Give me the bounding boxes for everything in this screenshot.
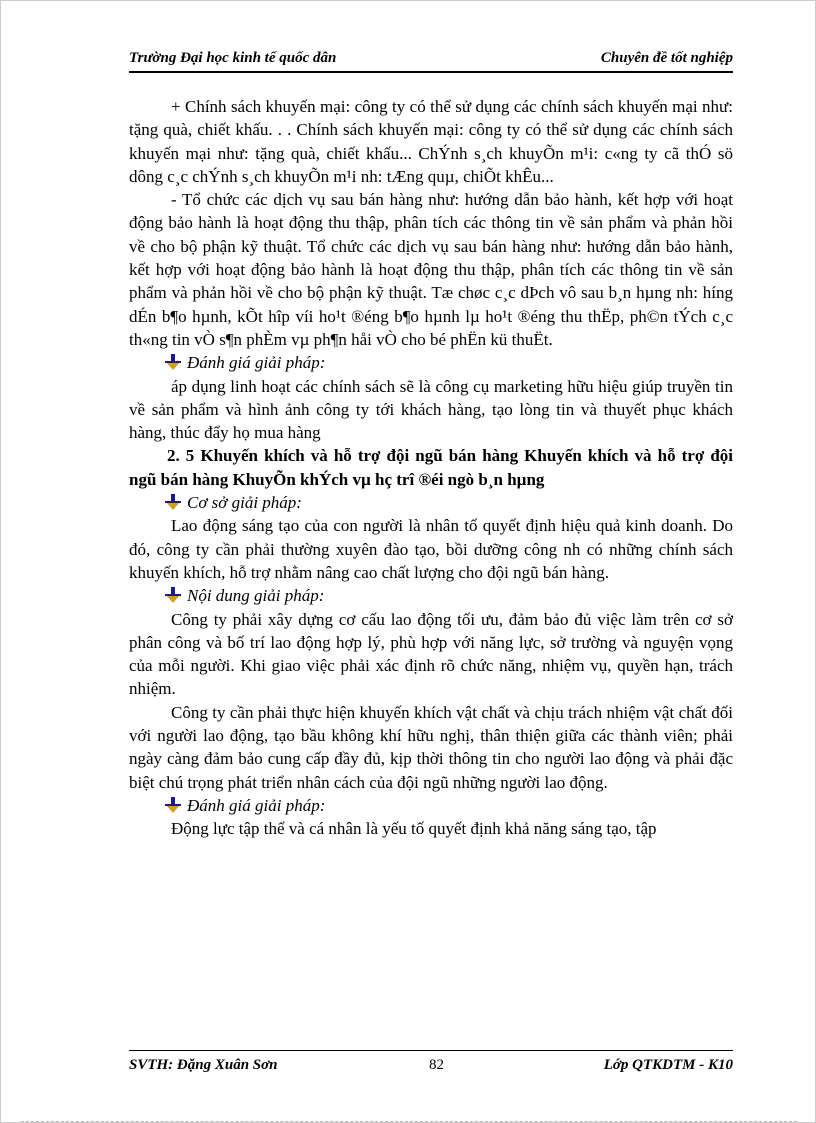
body-paragraph: Động lực tập thể và cá nhân là yếu tố quyết định khả năng sáng tạo, tập <box>171 819 657 839</box>
page-bottom-rule <box>21 1121 797 1122</box>
body-paragraph: + Chính sách khuyến mại: công ty có thể sử dụng các chính sách khuyến mại như: tặng quà, chiết khấu. . . Chính sách khuyến mại: công ty có thể sử dụng các chính sách khuyến mại như: tặng quà, chiết khấu... ChÝnh s¸ch khuyÕn m¹i: c«ng ty cã thÓ sö dông c¸c chÝnh s¸ch khuyÕn m¹i nh: tÆng quµ, chiÕt khÊu... <box>129 97 733 186</box>
section-marker <box>129 794 733 817</box>
section-marker-label: Đánh giá giải pháp: <box>187 353 326 373</box>
page-number: 82 <box>429 1057 444 1073</box>
body-paragraph: Công ty phải xây dựng cơ cấu lao động tối ưu, đảm bảo đủ việc làm trên cơ sở phân công và bố trí lao động hợp lý, phù hợp với năng lực, sở trường và nguyện vọng của mỗi người. Khi giao việc phải xác định rõ chức năng, nhiệm vụ, quyền hạn, trách nhiệm. <box>129 609 733 699</box>
body-paragraph: Lao động sáng tạo của con người là nhân tố quyết định hiệu quả kinh doanh. Do đó, công ty cần phải thường xuyên đào tạo, bồi dưỡng công nh có những chính sách khuyến khích, hỗ trợ nhằm nâng cao chất lượng cho đội ngũ bán hàng. <box>129 516 733 582</box>
down-arrow-icon <box>165 587 181 603</box>
section-marker-label: Đánh giá giải pháp: <box>187 795 326 815</box>
down-arrow-icon <box>165 494 181 510</box>
section-marker <box>129 351 733 374</box>
section-marker-label: Nội dung giải pháp: <box>187 586 325 606</box>
section-marker-label: Cơ sở giải pháp: <box>187 493 302 513</box>
header-document-type: Chuyên đề tốt nghiệp <box>600 50 733 66</box>
footer-class: Lớp QTKDTM - K10 <box>603 1057 733 1073</box>
body-paragraph: áp dụng linh hoạt các chính sách sẽ là công cụ marketing hữu hiệu giúp truyền tin về sản phẩm và hình ảnh công ty tới khách hàng, tạo lòng tin và thuyết phục khách hàng, thúc đẩy họ mua hàng <box>129 376 733 443</box>
section-marker <box>129 584 733 607</box>
document-body <box>129 95 733 841</box>
section-marker <box>129 491 733 514</box>
down-arrow-icon <box>165 354 181 370</box>
page-footer <box>129 1050 733 1081</box>
header-university: Trường Đại học kinh tế quốc dân <box>129 50 337 66</box>
footer-author: SVTH: Đặng Xuân Sơn <box>129 1057 278 1073</box>
body-paragraph: Công ty cần phải thực hiện khuyến khích vật chất và chịu trách nhiệm vật chất đối với người lao động, tạo bầu không khí hữu nghị, thân thiện giữa các thành viên; phải ngày càng đảm bảo cung cấp đầy đủ, kịp thời thông tin cho người lao động và phải đặc biệt chú trọng phát triển nhân cách của đội ngũ những người lao động. <box>129 702 733 792</box>
body-paragraph: - Tổ chức các dịch vụ sau bán hàng như: hướng dẫn bảo hành, kết hợp với hoạt động bảo hành là hoạt động thu thập, phân tích các thông tin về sản phẩm và phản hồi về cho bộ phận kỹ thuật. Tổ chức các dịch vụ sau bán hàng như: hướng dẫn bảo hành, kết hợp với hoạt động bảo hành là hoạt động thu thập, phân tích các thông tin về sản phẩm và phản hồi về cho bộ phận kỹ thuật. Tæ chøc c¸c dÞch vô sau b¸n hµng nh: híng dÉn b¶o hµnh, kÕt hîp víi ho¹t ®éng b¶o hµnh lµ ho¹t ®éng thu thËp, ph©n tÝch c¸c th«ng tin vÒ s¶n phÈm vµ ph¶n håi vÒ cho bé phËn kü thuËt. <box>129 190 733 349</box>
section-heading: 2. 5 Khuyến khích và hỗ trợ đội ngũ bán hàng Khuyến khích và hỗ trợ đội ngũ bán hàng KhuyÕn khÝch vµ hç trî ®éi ngò b¸n hµng <box>129 446 733 489</box>
down-arrow-icon <box>165 797 181 813</box>
page-header <box>129 49 733 73</box>
